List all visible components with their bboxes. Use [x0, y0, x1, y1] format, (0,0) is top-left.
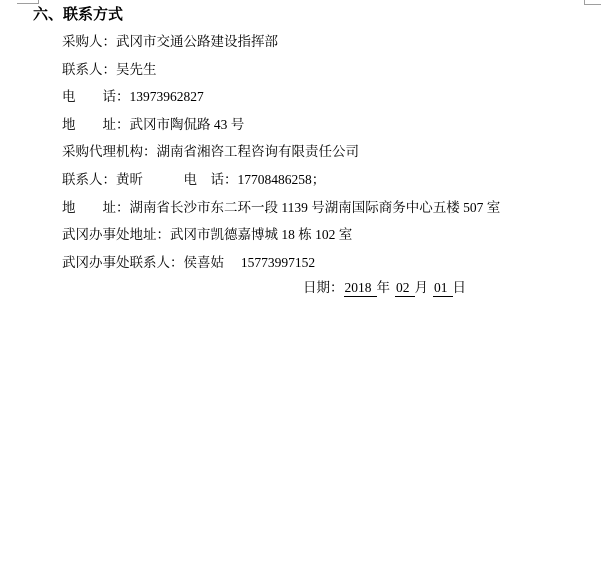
date-day-value: 01	[433, 280, 453, 297]
wugang-office-contact-line: 武冈办事处联系人：侯喜姑 15773997152	[62, 254, 316, 270]
section-heading: 六、联系方式	[33, 7, 124, 23]
date-month-unit: 月	[414, 280, 428, 296]
date-line	[303, 277, 601, 299]
purchaser-line: 采购人：武冈市交通公路建设指挥部	[62, 34, 278, 49]
date-year-unit: 年	[376, 280, 390, 296]
contact-info-block	[62, 28, 601, 276]
crop-mark-top-left-icon	[17, 0, 39, 4]
date-month-value: 02	[395, 280, 415, 297]
agency-address-line: 地 址：湖南省长沙市东二环一段 1139 号湖南国际商务中心五楼 507 室	[62, 199, 501, 215]
agency-contact-phone-line: 联系人：黄昕 电 话：17708486258；	[62, 171, 326, 187]
purchaser-contact-person-line: 联系人：吴先生	[62, 61, 157, 77]
purchaser-phone-line: 电 话：13973962827	[62, 89, 204, 105]
date-year-value: 2018	[344, 280, 377, 297]
crop-mark-top-right-icon	[584, 0, 601, 5]
date-label: 日期：	[303, 280, 344, 296]
purchaser-address-line: 地 址：武冈市陶侃路 43 号	[62, 116, 245, 132]
date-day-unit: 日	[452, 280, 466, 296]
agency-line: 采购代理机构：湖南省湘咨工程咨询有限责任公司	[62, 144, 359, 160]
wugang-office-address-line: 武冈办事处地址：武冈市凯德嘉博城 18 栋 102 室	[62, 227, 353, 243]
